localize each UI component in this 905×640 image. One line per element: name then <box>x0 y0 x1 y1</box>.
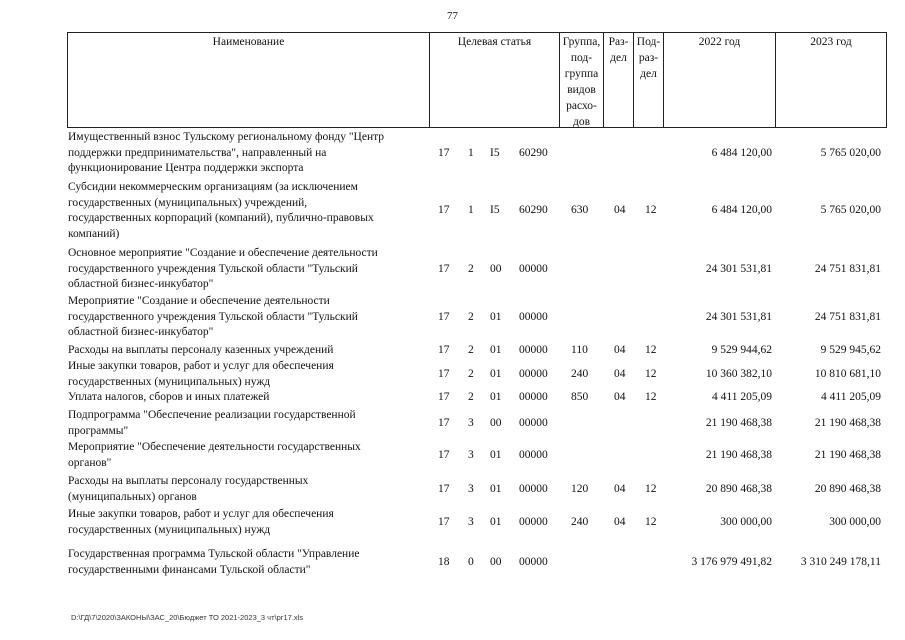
row-name-line: государственными финансами Тульской области" <box>68 563 311 576</box>
row-name-line: Субсидии некоммерческим организациям (за исключением <box>68 181 358 193</box>
row-name-line: Иные закупки товаров, работ и услуг для обеспечения <box>68 508 334 520</box>
cell-section: 04 <box>614 204 626 217</box>
cell-subsection: 12 <box>645 367 657 380</box>
cell-expense-group: 110 <box>571 344 588 356</box>
row-name-line: Подпрограмма "Обеспечение реализации государственной <box>68 409 356 421</box>
cell-measure: I5 <box>490 146 500 159</box>
cell-amount-2023: 5 765 020,00 <box>820 146 881 159</box>
cell-amount-2023: 10 810 681,10 <box>814 367 881 380</box>
cell-subprogram: 3 <box>468 416 474 429</box>
header-section: Раз- дел <box>608 36 629 64</box>
cell-expense-group: 120 <box>571 482 589 495</box>
cell-measure: 01 <box>490 344 502 356</box>
cell-subsection: 12 <box>645 344 657 356</box>
row-name-line: областной бизнес-инкубатор" <box>68 326 214 338</box>
page-number: 77 <box>447 10 458 22</box>
cell-subprogram: 0 <box>468 555 474 568</box>
cell-section: 04 <box>614 515 626 528</box>
row-name <box>68 474 420 505</box>
cell-subsection: 12 <box>645 515 657 528</box>
cell-program: 17 <box>438 146 450 159</box>
cell-amount-2022: 21 190 468,38 <box>705 416 772 429</box>
cell-subprogram: 1 <box>468 146 474 159</box>
cell-amount-2023: 4 411 205,09 <box>821 391 881 403</box>
cell-amount-2023: 20 890 468,38 <box>814 482 881 495</box>
cell-amount-2023: 21 190 468,38 <box>814 416 881 429</box>
cell-measure: 01 <box>490 448 502 461</box>
row-name-line: Имущественный взнос Тульскому региональному фонду "Центр <box>68 131 385 143</box>
row-name <box>68 440 420 471</box>
cell-measure: 01 <box>490 482 502 495</box>
cell-direction: 00000 <box>519 367 548 380</box>
table-row <box>67 294 887 341</box>
cell-direction: 60290 <box>519 204 548 217</box>
cell-program: 18 <box>438 555 450 568</box>
cell-expense-group: 240 <box>571 367 589 380</box>
table-row <box>67 343 887 359</box>
header-subsection: Под- раз- дел <box>636 36 661 80</box>
cell-expense-group: 240 <box>571 515 589 528</box>
cell-direction: 60290 <box>519 146 548 159</box>
cell-subprogram: 2 <box>468 391 474 403</box>
cell-program: 17 <box>438 367 450 380</box>
cell-amount-2023: 300 000,00 <box>829 515 881 528</box>
cell-subprogram: 3 <box>468 482 474 495</box>
table-row <box>67 507 887 538</box>
row-name-line: (муниципальных) органов <box>68 490 197 503</box>
table-row <box>67 359 887 390</box>
row-name-line: государственных (муниципальных) нужд <box>68 523 271 536</box>
cell-amount-2022: 6 484 120,00 <box>711 146 772 159</box>
cell-direction: 00000 <box>519 391 548 403</box>
cell-measure: 00 <box>490 262 502 275</box>
cell-amount-2023: 24 751 831,81 <box>814 310 881 323</box>
row-name <box>68 294 420 341</box>
cell-section: 04 <box>614 391 626 403</box>
cell-subsection: 12 <box>645 482 657 495</box>
table-row <box>67 474 887 505</box>
table-header <box>67 32 887 128</box>
row-name-line: Расходы на выплаты персоналу государственных <box>68 475 309 487</box>
row-name <box>68 246 420 293</box>
row-name-line: органов" <box>68 456 112 469</box>
row-name-line: компаний) <box>68 227 120 240</box>
cell-measure: 01 <box>490 391 502 403</box>
row-name <box>68 507 420 538</box>
cell-program: 17 <box>438 262 450 275</box>
row-name-line: Расходы на выплаты персоналу казенных учреждений <box>68 344 334 356</box>
cell-direction: 00000 <box>519 416 548 429</box>
row-name <box>68 390 420 406</box>
file-path-footer: D:\ГД\7\2020\ЗАКОНЫ\ЗАС_20\Бюджет ТО 2021-2023_3 чт\рг17.xls <box>71 613 304 622</box>
cell-subprogram: 2 <box>468 367 474 380</box>
cell-program: 17 <box>438 482 450 495</box>
cell-program: 17 <box>438 515 450 528</box>
cell-measure: 01 <box>490 310 502 323</box>
row-name <box>68 180 420 242</box>
cell-amount-2022: 9 529 944,62 <box>711 344 772 356</box>
cell-measure: 01 <box>490 515 502 528</box>
cell-program: 17 <box>438 344 450 356</box>
table-row <box>67 390 887 406</box>
table-row <box>67 408 887 439</box>
cell-direction: 00000 <box>519 448 548 461</box>
cell-program: 17 <box>438 391 450 403</box>
header-2023: 2023 год <box>810 36 852 48</box>
row-name-line: поддержки предпринимательства", направленный на <box>68 146 327 159</box>
cell-amount-2022: 300 000,00 <box>720 515 772 528</box>
row-name-line: областной бизнес-инкубатор" <box>68 278 214 290</box>
row-name-line: государственного учреждения Тульской области "Тульский <box>68 310 358 323</box>
cell-amount-2023: 9 529 945,62 <box>820 344 881 356</box>
row-name-line: программы" <box>68 424 129 437</box>
header-2022: 2022 год <box>698 36 741 48</box>
table-row <box>67 130 887 177</box>
cell-subprogram: 3 <box>468 448 474 461</box>
row-name <box>68 130 420 177</box>
cell-amount-2022: 4 411 205,09 <box>712 391 772 403</box>
row-name <box>68 343 420 359</box>
row-name-line: Государственная программа Тульской области "Управление <box>68 548 360 560</box>
cell-program: 17 <box>438 204 450 217</box>
cell-amount-2022: 24 301 531,81 <box>705 310 772 323</box>
cell-direction: 00000 <box>519 344 548 356</box>
cell-amount-2023: 24 751 831,81 <box>814 262 881 275</box>
cell-amount-2023: 21 190 468,38 <box>814 448 881 461</box>
row-name-line: функционирование Центра поддержки экспорта <box>68 162 304 174</box>
cell-direction: 00000 <box>519 515 548 528</box>
cell-direction: 00000 <box>519 262 548 275</box>
row-name-line: государственных (муниципальных) нужд <box>68 375 271 388</box>
header-expense-group: Группа, под- группа видов расхо- дов <box>562 36 601 128</box>
table-row <box>67 440 887 471</box>
table-row <box>67 180 887 242</box>
row-name-line: государственных корпораций (компаний), публично-правовых <box>68 212 374 224</box>
cell-direction: 00000 <box>519 310 548 323</box>
cell-subprogram: 2 <box>468 262 474 275</box>
row-name-line: государственных (муниципальных) учреждений, <box>68 196 308 209</box>
cell-measure: I5 <box>490 204 500 217</box>
cell-amount-2022: 6 484 120,00 <box>711 204 772 217</box>
table-row <box>67 246 887 293</box>
row-name <box>68 359 420 390</box>
row-name-line: Иные закупки товаров, работ и услуг для обеспечения <box>68 360 334 372</box>
cell-direction: 00000 <box>519 482 548 495</box>
cell-amount-2022: 20 890 468,38 <box>705 482 772 495</box>
table-row <box>67 547 887 578</box>
cell-measure: 00 <box>490 555 502 568</box>
cell-section: 04 <box>614 367 626 380</box>
row-name <box>68 547 420 578</box>
cell-program: 17 <box>438 448 450 461</box>
cell-section: 04 <box>614 344 626 356</box>
cell-measure: 00 <box>490 416 502 429</box>
cell-subprogram: 2 <box>468 310 474 323</box>
cell-subprogram: 3 <box>468 515 474 528</box>
row-name-line: Уплата налогов, сборов и иных платежей <box>68 391 270 403</box>
cell-program: 17 <box>438 310 450 323</box>
cell-amount-2023: 5 765 020,00 <box>820 204 881 217</box>
cell-subprogram: 2 <box>468 344 474 356</box>
cell-expense-group: 630 <box>571 204 589 217</box>
row-name-line: государственного учреждения Тульской области "Тульский <box>68 262 358 275</box>
header-name: Наименование <box>212 36 285 48</box>
cell-subsection: 12 <box>645 204 657 217</box>
cell-expense-group: 850 <box>571 391 589 403</box>
cell-measure: 01 <box>490 367 502 380</box>
cell-subsection: 12 <box>645 391 657 403</box>
cell-subprogram: 1 <box>468 204 474 217</box>
cell-section: 04 <box>614 482 626 495</box>
cell-amount-2022: 21 190 468,38 <box>705 448 772 461</box>
header-target-article: Целевая статья <box>457 36 532 48</box>
cell-amount-2022: 10 360 382,10 <box>705 367 772 380</box>
cell-amount-2022: 24 301 531,81 <box>705 262 772 275</box>
row-name-line: Мероприятие "Обеспечение деятельности государственных <box>68 441 361 453</box>
row-name <box>68 408 420 439</box>
cell-amount-2022: 3 176 979 491,82 <box>691 555 772 568</box>
cell-program: 17 <box>438 416 450 429</box>
cell-amount-2023: 3 310 249 178,11 <box>800 555 881 568</box>
row-name-line: Мероприятие "Создание и обеспечение деятельности <box>68 295 330 307</box>
row-name-line: Основное мероприятие "Создание и обеспечение деятельности <box>68 247 378 259</box>
cell-direction: 00000 <box>519 555 548 568</box>
